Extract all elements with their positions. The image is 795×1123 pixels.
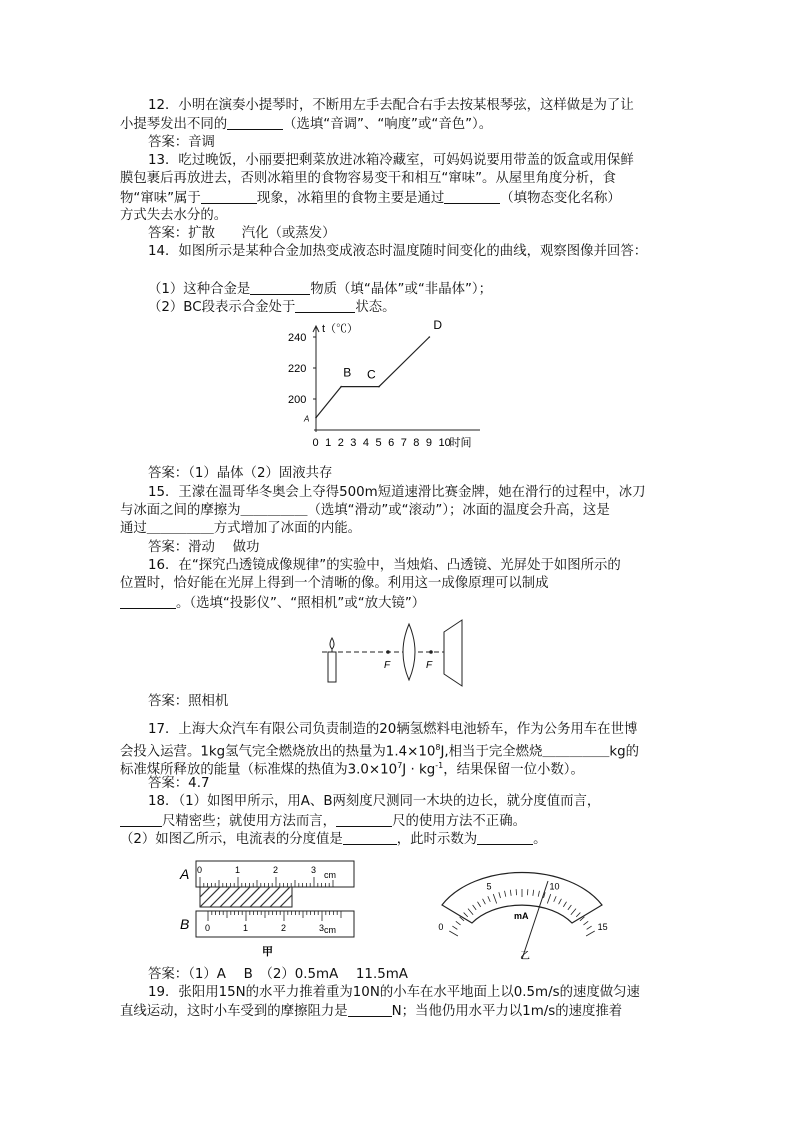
figure-caption-jia: 甲 [262, 946, 273, 958]
q13-text-c: （填物态变化名称） [500, 191, 621, 206]
q18-text-e: ，此时示数为 [396, 832, 478, 847]
x-tick-label: 3 [350, 437, 357, 449]
x-tick-label: 9 [425, 437, 433, 449]
q16-line-1: 16．在“探究凸透镜成像规律”的实验中，当烛焰、凸透镜、光屏处于如图所示的 [148, 558, 621, 573]
data-point [340, 386, 342, 388]
q17-text-c: 标准煤所释放的能量（标准煤的热值为3.0×10 [120, 762, 398, 778]
q14-blank-1 [250, 280, 310, 295]
q16-line-2: 位置时，恰好能在光屏上得到一个清晰的像。利用这一成像原理可以制成 [120, 576, 549, 591]
ruler-tick-label: 2 [273, 865, 279, 875]
focus-dot-right [429, 650, 433, 654]
q17-text-d: J · kg [402, 762, 436, 778]
q13-text-b: 现象，冰箱里的食物主要是通过 [256, 191, 445, 206]
point-label-d: D [433, 318, 443, 332]
ruler-tick-label: 1 [243, 923, 249, 933]
ammeter-tick [583, 921, 588, 925]
rulers-figure [176, 853, 362, 961]
x-tick-label: 5 [375, 437, 382, 449]
q14-answer: 答案：（1）晶体（2）固液共存 [148, 466, 333, 481]
temperature-time-chart [280, 318, 510, 463]
q16-answer: 答案：照相机 [148, 694, 229, 709]
q18-line-2 [120, 812, 526, 831]
ammeter-tick [456, 921, 461, 925]
q19-line-2 [120, 1002, 622, 1021]
q17-text-a: 会投入运营。1kg氢气完全燃烧放出的热量为1.4×10 [120, 744, 436, 760]
ammeter-unit: mA [514, 911, 529, 921]
q12-answer: 答案：音调 [148, 135, 215, 150]
q18-blank-4 [477, 830, 533, 845]
data-point [315, 417, 317, 419]
q18-text-f: 。 [533, 832, 547, 847]
point-label-c: C [367, 367, 376, 382]
q19-blank [348, 1002, 392, 1017]
q12-line-1: 12．小明在演奏小提琴时，不断用左手去配合右手去按某根琴弦，这样做是为了让 [148, 98, 634, 113]
q17-exp-3: -1 [435, 761, 444, 770]
x-tick-label: 8 [413, 437, 420, 449]
ammeter-tick-label: 5 [486, 881, 492, 892]
q14-sub2-text-a: （2）BC段表示合金处于 [148, 300, 296, 315]
q14-sub-2 [148, 298, 396, 317]
q13-blank-2 [444, 189, 500, 204]
y-axis-label: t（℃） [322, 323, 359, 335]
q13-line-3 [120, 189, 621, 208]
ruler-tick-label: 3 [311, 865, 317, 875]
q13-text-a: 物“窜味”属于 [120, 191, 201, 206]
q15-line-1: 15．王濛在温哥华冬奥会上夺得500m短道速滑比赛金牌，她在滑行的过程中，冰刀 [148, 485, 646, 500]
ammeter-figure [432, 855, 612, 965]
ruler-tick-label: 3 [319, 923, 325, 933]
q14-sub2-text-b: 状态。 [355, 300, 396, 315]
x-axis-label: 时间 [449, 437, 472, 449]
ammeter-tick-label: 10 [549, 881, 560, 892]
ruler-b-unit: cm [324, 925, 336, 935]
q18-text-d: （2）如图乙所示，电流表的分度值是 [120, 832, 343, 847]
q16-line-3 [120, 594, 425, 613]
ammeter-tick [449, 931, 458, 936]
q17-answer: 答案：4.7 [148, 776, 210, 791]
lens-experiment-figure [318, 612, 468, 687]
x-tick-label: 7 [400, 437, 407, 449]
ammeter-tick [452, 926, 457, 929]
q14-sub1-text-b: 物质（填“晶体”或“非晶体”）； [310, 282, 493, 297]
ammeter-tick [586, 931, 595, 936]
q18-line-1: 18．（1）如图甲所示，用A、B两刻度尺测同一木块的边长，就分度值而言， [148, 794, 601, 809]
q12-text-a: 小提琴发出不同的 [120, 117, 228, 132]
q17-text-b: J,相当于完全燃烧＿＿＿＿＿kg的 [440, 744, 639, 760]
focus-label-left: F [384, 660, 391, 671]
ruler-a-label: A [180, 866, 190, 882]
q18-line-3 [120, 830, 547, 849]
q17-exp-1: 8 [435, 743, 441, 752]
q12-line-2 [120, 115, 492, 134]
ammeter-tick-label: 0 [438, 922, 444, 932]
q12-blank [227, 115, 283, 130]
point-label-a: A [304, 414, 310, 424]
ammeter-tick-label: 15 [597, 922, 608, 932]
q18-text-c: 尺的使用方法不正确。 [392, 814, 526, 829]
x-tick-label: 2 [337, 437, 344, 449]
figure-caption-yi: 乙 [520, 951, 530, 962]
q14-blank-2 [295, 298, 355, 313]
focus-dot-left [386, 650, 390, 654]
q18-blank-1 [120, 812, 162, 827]
q14-sub1-text-a: （1）这种合金是 [148, 282, 251, 297]
x-tick-label: 4 [362, 437, 370, 449]
q13-blank-1 [201, 189, 257, 204]
q13-line-2: 膜包裹后再放进去，否则冰箱里的食物容易变干和相互“窜味”。从屋里角度分析，食 [120, 171, 616, 186]
q13-line-4: 方式失去水分的。 [120, 208, 228, 223]
q15-answer: 答案：滑动 做功 [148, 540, 260, 555]
q17-text-e: ，结果保留一位小数）。 [443, 762, 584, 778]
q19-text-b: N；当他仍用水平力以1m/s的速度推着 [391, 1004, 623, 1019]
focus-label-right: F [426, 660, 433, 671]
q12-text-b: （选填“音调”、“响度”或“音色”）。 [283, 117, 493, 132]
q15-line-3: 通过＿＿＿＿＿方式增加了冰面的内能。 [120, 521, 362, 536]
chart-ticks [288, 332, 451, 449]
q18-text-b: 尺精密些；就使用方法而言， [162, 814, 337, 829]
ruler-b-label: B [180, 916, 190, 932]
data-point [378, 386, 380, 388]
y-tick-label: 200 [288, 394, 307, 406]
q19-line-1: 19．张阳用15N的水平力推着重为10N的小车在水平地面上以0.5m/s的速度做匀速 [148, 985, 640, 1000]
x-tick-label: 6 [388, 437, 395, 449]
x-tick-label: 10 [438, 437, 451, 449]
q13-answer: 答案：扩散 汽化（或蒸发） [148, 226, 336, 241]
chart-axes [313, 322, 480, 449]
q18-blank-2 [336, 812, 392, 827]
candle-icon [328, 638, 336, 682]
q15-line-2: 与冰面之间的摩擦为＿＿＿＿＿（选填“滑动”或“滚动”）；冰面的温度会升高，这是 [120, 503, 610, 518]
q14-line-1: 14．如图所示是某种合金加热变成液态时温度随时间变化的曲线，观察图像并回答： [148, 244, 648, 259]
light-screen [444, 620, 462, 686]
point-label-b: B [343, 365, 352, 380]
ammeter-tick [587, 926, 592, 929]
q18-blank-3 [343, 830, 397, 845]
q17-line-1: 17．上海大众汽车有限公司负责制造的20辆氢燃料电池轿车，作为公务用车在世博 [148, 722, 638, 737]
x-tick-label: 1 [325, 437, 332, 449]
convex-lens [403, 624, 415, 680]
q17-exp-2: 7 [397, 761, 403, 770]
q19-text-a: 直线运动，这时小车受到的摩擦阻力是 [120, 1004, 348, 1019]
ruler-tick-label: 0 [197, 865, 203, 875]
q16-text-b: 。（选填“投影仪”、“照相机”或“放大镜”） [176, 596, 426, 611]
ruler-tick-label: 1 [235, 865, 241, 875]
y-tick-label: 240 [288, 332, 307, 344]
q16-blank [120, 594, 176, 609]
data-point [429, 336, 431, 338]
ruler-a-unit: cm [324, 870, 336, 880]
q18-answer: 答案：（1）A B （2）0.5mA 11.5mA [148, 967, 408, 982]
x-tick-label: 0 [312, 437, 319, 449]
q14-sub-1 [148, 280, 492, 299]
y-tick-label: 220 [288, 363, 307, 375]
ruler-tick-label: 0 [205, 923, 211, 933]
ruler-tick-label: 2 [281, 923, 287, 933]
q13-line-1: 13．吃过晚饭，小丽要把剩菜放进冰箱冷藏室，可妈妈说要用带盖的饭盒或用保鲜 [148, 153, 634, 168]
